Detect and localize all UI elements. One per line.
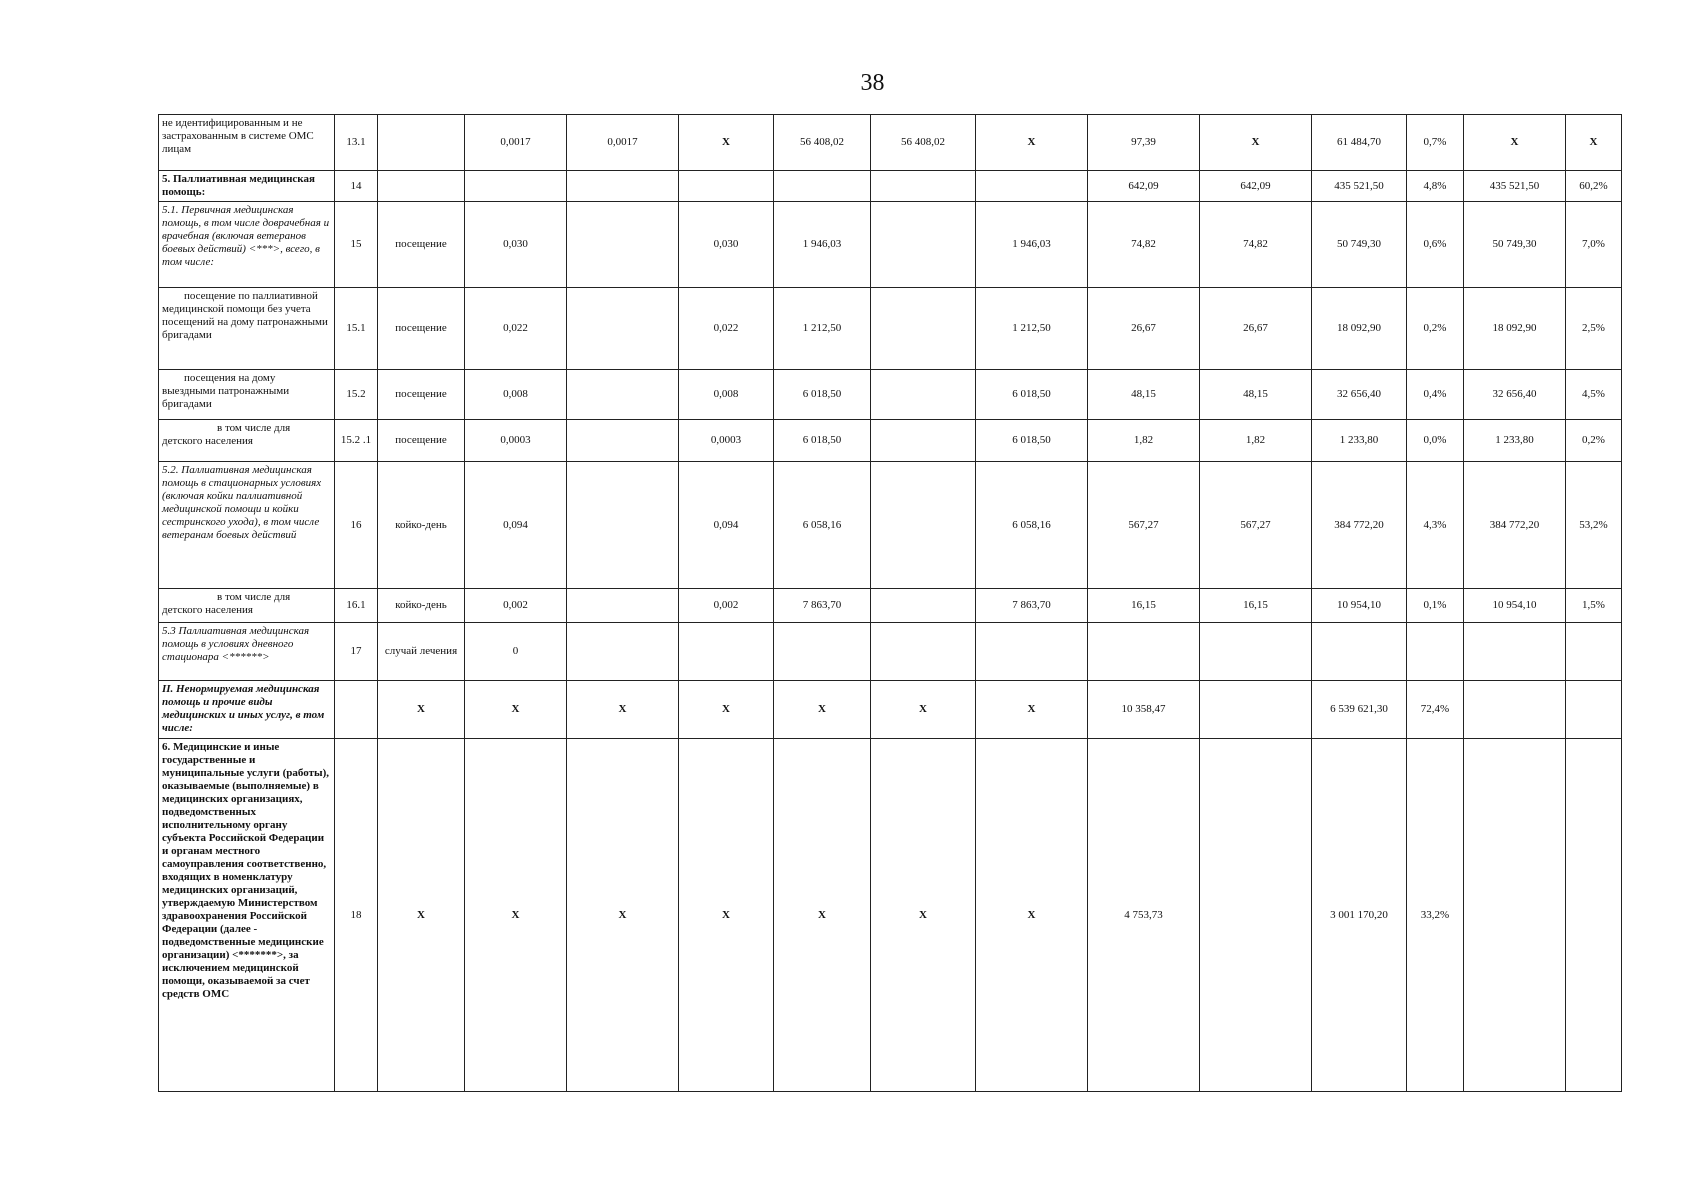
table-cell: 0,0017 xyxy=(465,115,567,171)
row-label: в том числе для детского населения xyxy=(159,420,335,462)
table-cell: 13.1 xyxy=(335,115,378,171)
row-label: в том числе для детского населения xyxy=(159,589,335,623)
table-cell: 6 539 621,30 xyxy=(1312,681,1407,739)
table-cell xyxy=(335,681,378,739)
row-label: не идентифицированным и не застрахованным в системе ОМС лицам xyxy=(159,115,335,171)
table-cell xyxy=(378,115,465,171)
table-cell: 0,002 xyxy=(679,589,774,623)
table-cell: X xyxy=(465,681,567,739)
table-row xyxy=(159,739,1622,1092)
table-cell: 0,4% xyxy=(1407,370,1464,420)
table-cell: 48,15 xyxy=(1088,370,1200,420)
table-cell: X xyxy=(774,681,871,739)
table-row xyxy=(159,681,1622,739)
table-cell: 61 484,70 xyxy=(1312,115,1407,171)
table-body xyxy=(159,115,1622,1092)
table-cell: X xyxy=(465,739,567,1092)
table-cell: 7 863,70 xyxy=(976,589,1088,623)
table-row xyxy=(159,202,1622,288)
table-cell xyxy=(378,171,465,202)
table-cell: 0,002 xyxy=(465,589,567,623)
table-row xyxy=(159,420,1622,462)
table-cell xyxy=(567,623,679,681)
table-cell: 0,1% xyxy=(1407,589,1464,623)
table-cell: 50 749,30 xyxy=(1464,202,1566,288)
table-cell: 642,09 xyxy=(1200,171,1312,202)
table-cell: 2,5% xyxy=(1566,288,1622,370)
table-cell: 15.2 xyxy=(335,370,378,420)
table-cell: 0,6% xyxy=(1407,202,1464,288)
table-cell xyxy=(774,623,871,681)
table-cell xyxy=(871,370,976,420)
table-cell xyxy=(567,589,679,623)
table-cell: посещение xyxy=(378,420,465,462)
table-cell: 3 001 170,20 xyxy=(1312,739,1407,1092)
table-cell: 50 749,30 xyxy=(1312,202,1407,288)
table-cell xyxy=(1200,681,1312,739)
table-cell: 17 xyxy=(335,623,378,681)
table-cell: X xyxy=(567,681,679,739)
table-cell: X xyxy=(1464,115,1566,171)
table-cell xyxy=(567,462,679,589)
table-cell: 10 358,47 xyxy=(1088,681,1200,739)
table-cell: 15.2 .1 xyxy=(335,420,378,462)
table-cell: 642,09 xyxy=(1088,171,1200,202)
table-cell xyxy=(679,623,774,681)
table-cell: 0,008 xyxy=(465,370,567,420)
table-cell: 16,15 xyxy=(1088,589,1200,623)
table-row xyxy=(159,115,1622,171)
table-cell: 32 656,40 xyxy=(1312,370,1407,420)
table-cell xyxy=(1566,623,1622,681)
table-cell: 0,7% xyxy=(1407,115,1464,171)
table-cell xyxy=(1464,739,1566,1092)
table-cell xyxy=(567,171,679,202)
table-cell: 1 212,50 xyxy=(774,288,871,370)
table-cell xyxy=(567,420,679,462)
table-cell: 0,0% xyxy=(1407,420,1464,462)
table-cell: X xyxy=(1566,115,1622,171)
table-cell: 6 058,16 xyxy=(774,462,871,589)
table-cell: 0,094 xyxy=(679,462,774,589)
row-label: 5.2. Паллиативная медицинская помощь в стационарных условиях (включая койки паллиативной медицинской помощи и койки сестринского ухода), в том числе ветеранам боевых действий xyxy=(159,462,335,589)
table-cell xyxy=(871,420,976,462)
table-cell: 384 772,20 xyxy=(1312,462,1407,589)
table-cell xyxy=(465,171,567,202)
table-cell: 53,2% xyxy=(1566,462,1622,589)
table-cell xyxy=(567,288,679,370)
table-cell: 1,5% xyxy=(1566,589,1622,623)
table-cell: посещение xyxy=(378,370,465,420)
table-cell: X xyxy=(871,739,976,1092)
table-cell: 16,15 xyxy=(1200,589,1312,623)
table-cell: 60,2% xyxy=(1566,171,1622,202)
row-label: 5. Паллиативная медицинская помощь: xyxy=(159,171,335,202)
table-row xyxy=(159,623,1622,681)
table-cell: X xyxy=(567,739,679,1092)
table-cell: 0,022 xyxy=(679,288,774,370)
table-cell: 6 018,50 xyxy=(774,370,871,420)
table-cell: 0,2% xyxy=(1566,420,1622,462)
table-cell: 15.1 xyxy=(335,288,378,370)
table-cell xyxy=(871,623,976,681)
table-cell xyxy=(567,202,679,288)
table-cell: X xyxy=(679,115,774,171)
table-row xyxy=(159,171,1622,202)
table-cell: 0 xyxy=(465,623,567,681)
table-cell xyxy=(1200,739,1312,1092)
table-cell: 18 092,90 xyxy=(1312,288,1407,370)
table-cell: 32 656,40 xyxy=(1464,370,1566,420)
table-cell: 26,67 xyxy=(1088,288,1200,370)
table-cell: X xyxy=(976,681,1088,739)
row-label: 5.1. Первичная медицинская помощь, в том числе доврачебная и врачебная (включая ветеранов боевых действий) <***>, всего, в том числе: xyxy=(159,202,335,288)
table-cell: 567,27 xyxy=(1088,462,1200,589)
table-cell: 0,022 xyxy=(465,288,567,370)
table-cell: X xyxy=(378,739,465,1092)
table-cell: 384 772,20 xyxy=(1464,462,1566,589)
table-cell: 4,5% xyxy=(1566,370,1622,420)
table-cell xyxy=(1464,681,1566,739)
table-cell xyxy=(1464,623,1566,681)
table-cell: X xyxy=(976,739,1088,1092)
row-label: II. Ненормируемая медицинская помощь и прочие виды медицинских и иных услуг, в том числе: xyxy=(159,681,335,739)
table-cell xyxy=(774,171,871,202)
table-cell: 6 018,50 xyxy=(976,420,1088,462)
table-cell xyxy=(1200,623,1312,681)
table-cell: X xyxy=(378,681,465,739)
table-cell: 0,094 xyxy=(465,462,567,589)
table-cell: 0,0017 xyxy=(567,115,679,171)
table-cell: 7,0% xyxy=(1566,202,1622,288)
table-cell: 56 408,02 xyxy=(774,115,871,171)
table-cell xyxy=(1088,623,1200,681)
table-cell: 567,27 xyxy=(1200,462,1312,589)
table-cell: 97,39 xyxy=(1088,115,1200,171)
table-cell: 33,2% xyxy=(1407,739,1464,1092)
table-cell: 0,2% xyxy=(1407,288,1464,370)
table-cell: 16 xyxy=(335,462,378,589)
row-label: посещение по паллиативной медицинской помощи без учета посещений на дому патронажными бригадами xyxy=(159,288,335,370)
table-cell: 435 521,50 xyxy=(1312,171,1407,202)
table-cell xyxy=(871,171,976,202)
table-cell xyxy=(1312,623,1407,681)
table-cell: 0,008 xyxy=(679,370,774,420)
table-cell: 0,030 xyxy=(465,202,567,288)
table-cell xyxy=(871,288,976,370)
table-cell xyxy=(871,589,976,623)
table-cell: 14 xyxy=(335,171,378,202)
table-cell: 4,3% xyxy=(1407,462,1464,589)
table-cell: случай лечения xyxy=(378,623,465,681)
table-cell xyxy=(1566,739,1622,1092)
table-cell: 18 092,90 xyxy=(1464,288,1566,370)
table-cell: 10 954,10 xyxy=(1312,589,1407,623)
table-cell: 1,82 xyxy=(1088,420,1200,462)
page-number: 38 xyxy=(860,70,885,96)
table-cell: койко-день xyxy=(378,589,465,623)
table-cell: 26,67 xyxy=(1200,288,1312,370)
table-cell: 6 058,16 xyxy=(976,462,1088,589)
row-label: 6. Медицинские и иные государственные и муниципальные услуги (работы), оказываемые (выполняемые) в медицинских организациях, подведомственных исполнительному органу субъекта Российской Федерации и органам местного самоуправления соответственно, входящих в номенклатуру медицинских организаций, утверждаемую Министерством здравоохранения Российской Федерации (далее - подведомственные медицинские организации) <*******>, за исключением медицинской помощи, оказываемой за счет средств ОМС xyxy=(159,739,335,1092)
table-cell: 0,0003 xyxy=(679,420,774,462)
table-cell xyxy=(1566,681,1622,739)
table-cell: 0,0003 xyxy=(465,420,567,462)
table-cell: 18 xyxy=(335,739,378,1092)
table-cell: 74,82 xyxy=(1088,202,1200,288)
table-cell: 0,030 xyxy=(679,202,774,288)
table-cell: 1,82 xyxy=(1200,420,1312,462)
table-cell: 4 753,73 xyxy=(1088,739,1200,1092)
table-cell: 4,8% xyxy=(1407,171,1464,202)
table-cell: X xyxy=(679,739,774,1092)
table-cell: X xyxy=(679,681,774,739)
table-cell: 1 233,80 xyxy=(1312,420,1407,462)
table-cell: X xyxy=(774,739,871,1092)
table-row xyxy=(159,589,1622,623)
table-cell: 1 946,03 xyxy=(976,202,1088,288)
table-cell: 1 212,50 xyxy=(976,288,1088,370)
table-cell: 7 863,70 xyxy=(774,589,871,623)
table-cell xyxy=(976,623,1088,681)
table-cell: 1 233,80 xyxy=(1464,420,1566,462)
table-cell: 15 xyxy=(335,202,378,288)
table-cell: 435 521,50 xyxy=(1464,171,1566,202)
row-label: 5.3 Паллиативная медицинская помощь в условиях дневного стационара <******> xyxy=(159,623,335,681)
table-row xyxy=(159,288,1622,370)
table-cell: 74,82 xyxy=(1200,202,1312,288)
table-row xyxy=(159,462,1622,589)
row-label: посещения на дому выездными патронажными бригадами xyxy=(159,370,335,420)
table-cell: X xyxy=(871,681,976,739)
table-cell: 6 018,50 xyxy=(774,420,871,462)
table-cell: 1 946,03 xyxy=(774,202,871,288)
table-cell xyxy=(976,171,1088,202)
table-cell: 48,15 xyxy=(1200,370,1312,420)
table-row xyxy=(159,370,1622,420)
table-cell: 16.1 xyxy=(335,589,378,623)
table-cell: посещение xyxy=(378,202,465,288)
table-cell xyxy=(567,370,679,420)
table-cell: 72,4% xyxy=(1407,681,1464,739)
table-cell xyxy=(871,202,976,288)
table-cell xyxy=(1407,623,1464,681)
table-cell: X xyxy=(976,115,1088,171)
table-cell: X xyxy=(1200,115,1312,171)
table-cell: койко-день xyxy=(378,462,465,589)
table-cell: 6 018,50 xyxy=(976,370,1088,420)
table-cell: посещение xyxy=(378,288,465,370)
table-cell: 10 954,10 xyxy=(1464,589,1566,623)
table-cell xyxy=(871,462,976,589)
table-cell: 56 408,02 xyxy=(871,115,976,171)
table-cell xyxy=(679,171,774,202)
financing-table xyxy=(158,114,1622,1092)
